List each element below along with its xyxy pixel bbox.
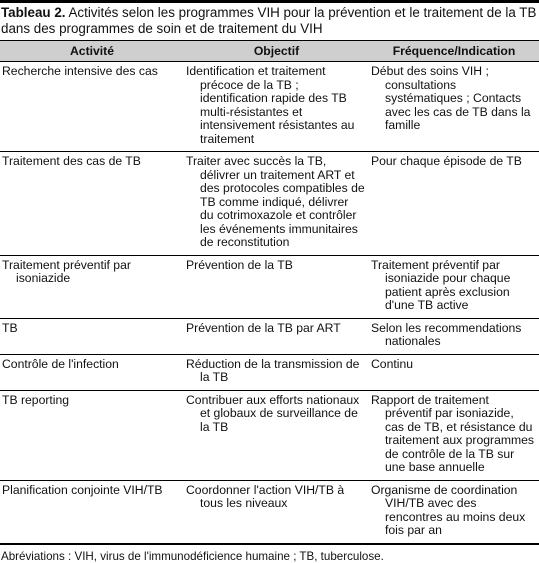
table-row <box>0 255 539 318</box>
cell-text: Pour chaque épisode de TB <box>371 154 522 168</box>
table-row <box>0 62 539 152</box>
cell-text: Traiter avec succès la TB, délivrer un traitement ART et des protocoles compatibles de TB comme indiqué, délivrer du cotrimoxazole et contrôler les événements immunitaires de reconstitution <box>186 154 365 249</box>
caption-label: Tableau 2. <box>1 5 66 20</box>
cell-text: Prévention de la TB par ART <box>186 320 341 335</box>
cell-frequence <box>369 62 539 152</box>
cell-activite <box>0 152 184 256</box>
cell-text: Rapport de traitement préventif par isoniazide, cas de TB, et résistance du traitement aux programmes de contrôle de la TB sur une base annuelle <box>371 392 535 474</box>
cell-text: Selon les recommendations nationales <box>371 320 522 348</box>
cell-frequence <box>369 354 539 390</box>
cell-activite <box>0 390 184 480</box>
cell-frequence <box>369 152 539 256</box>
cell-text: Organisme de coordination VIH/TB avec des rencontres au moins deux fois par an <box>371 482 526 537</box>
abbreviations-footnote: Abréviations : VIH, virus de l'immunodéficience humaine ; TB, tuberculose. <box>1 549 384 563</box>
cell-objectif <box>184 152 369 256</box>
cell-frequence <box>369 255 539 318</box>
cell-text: Prévention de la TB <box>186 257 293 272</box>
header-objectif: Objectif <box>184 41 369 62</box>
header-activite: Activité <box>0 41 184 62</box>
cell-text: TB <box>2 320 18 335</box>
cell-objectif <box>184 390 369 480</box>
header-frequence: Fréquence/Indication <box>369 41 539 62</box>
caption-text: Activités selon les programmes VIH pour la prévention et le traitement de la TB dans des programmes de soin et de traitement du VIH <box>1 5 537 36</box>
cell-text: Coordonner l'action VIH/TB à tous les niveaux <box>186 482 345 510</box>
cell-text: Traitement des cas de TB <box>2 154 141 168</box>
table-row <box>0 480 539 544</box>
cell-text: Contribuer aux efforts nationaux et globaux de surveillance de la TB <box>186 392 360 434</box>
cell-text: Début des soins VIH ; consultations systématiques ; Contacts avec les cas de TB dans la famille <box>371 64 531 132</box>
cell-objectif <box>184 318 369 354</box>
cell-activite <box>0 62 184 152</box>
cell-text: Traitement préventif par isoniazide <box>2 257 131 285</box>
cell-text: Identification et traitement précoce de la TB ; identification rapide des TB multi-résistantes et intensivement résistantes au traitement <box>186 64 355 146</box>
cell-text: Contrôle de l'infection <box>2 356 119 371</box>
cell-objectif <box>184 354 369 390</box>
table-row <box>0 152 539 256</box>
cell-text: TB reporting <box>2 392 70 407</box>
cell-activite <box>0 255 184 318</box>
cell-activite <box>0 354 184 390</box>
cell-frequence <box>369 318 539 354</box>
cell-frequence <box>369 480 539 544</box>
cell-objectif <box>184 62 369 152</box>
cell-activite <box>0 318 184 354</box>
cell-activite <box>0 480 184 544</box>
cell-frequence <box>369 390 539 480</box>
cell-objectif <box>184 255 369 318</box>
table-row <box>0 354 539 390</box>
header-row <box>0 41 539 62</box>
table-row <box>0 318 539 354</box>
cell-text: Recherche intensive des cas <box>2 64 158 78</box>
table-caption <box>0 3 539 40</box>
activities-table <box>0 40 539 545</box>
cell-text: Traitement préventif par isoniazide pour chaque patient après exclusion d'une TB active <box>371 257 511 312</box>
table-row <box>0 390 539 480</box>
cell-text: Planification conjointe VIH/TB <box>2 482 163 497</box>
cell-text: Continu <box>371 356 414 371</box>
cell-objectif <box>184 480 369 544</box>
cell-text: Réduction de la transmission de la TB <box>186 356 360 384</box>
